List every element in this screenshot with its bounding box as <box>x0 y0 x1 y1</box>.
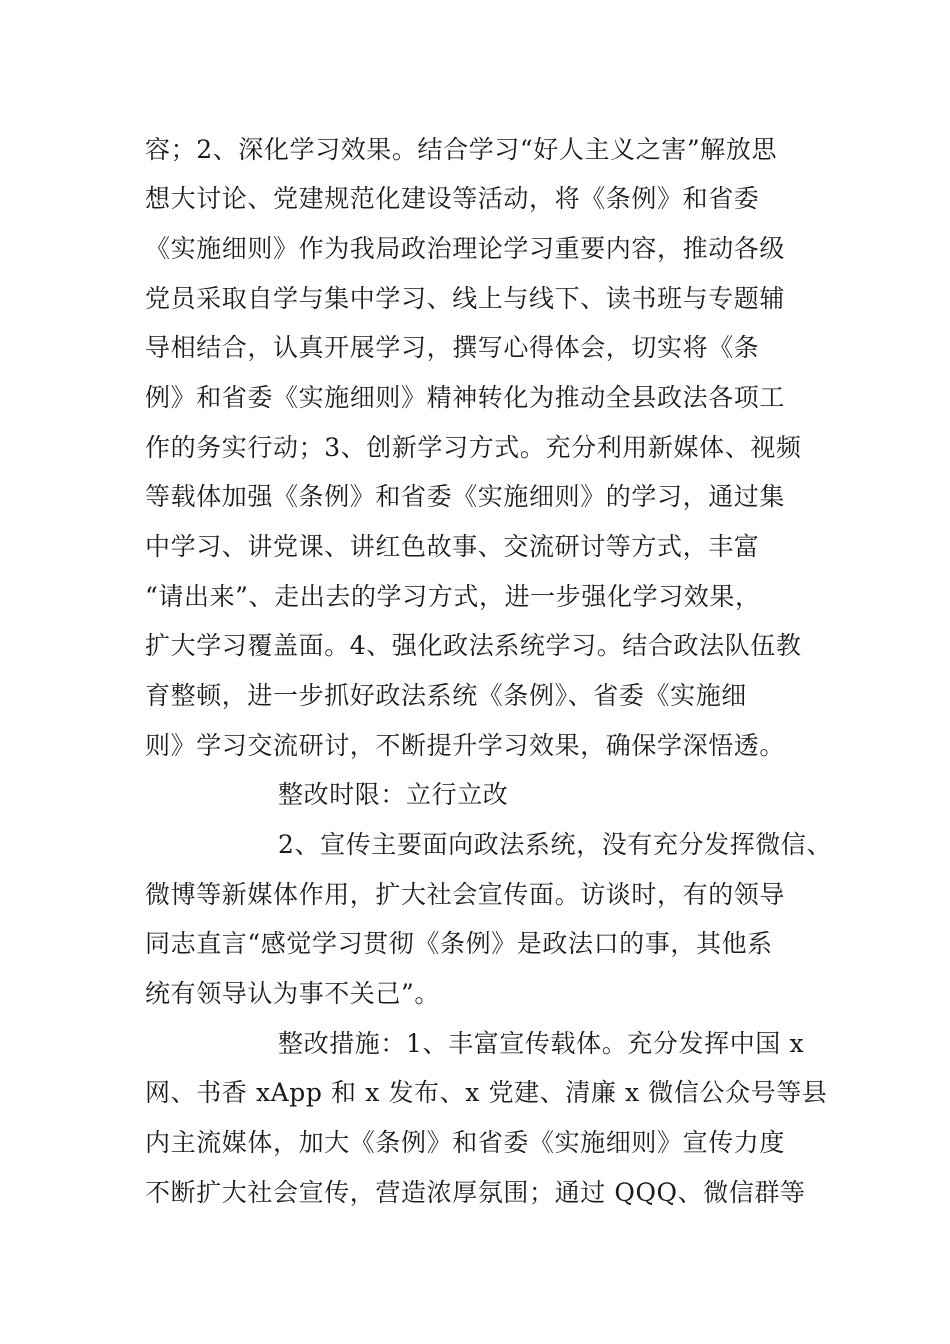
text-line-13: 则》学习交流研讨，不断提升学习效果，确保学深悟透。 <box>145 731 786 760</box>
text-line-5: 导相结合，认真开展学习，撰写心得体会，切实将《条 <box>145 333 760 362</box>
text-line-6: 例》和省委《实施细则》精神转化为推动全县政法各项工 <box>145 383 786 412</box>
text-line-2: 想大讨论、党建规范化建设等活动，将《条例》和省委 <box>145 184 760 213</box>
text-line-9: 中学习、讲党课、讲红色故事、交流研讨等方式，丰富 <box>145 532 760 561</box>
issue-heading-line: 2、宣传主要面向政法系统，没有充分发挥微信、 <box>278 830 833 859</box>
text-line-16: 微博等新媒体作用，扩大社会宣传面。访谈时，有的领导 <box>145 880 786 909</box>
text-line-10: “请出来”、走出去的学习方式，进一步强化学习效果， <box>145 582 761 611</box>
text-line-8: 等载体加强《条例》和省委《实施细则》的学习，通过集 <box>145 482 786 511</box>
measures-heading-line: 整改措施：1、丰富宣传载体。充分发挥中国 x <box>278 1029 805 1058</box>
text-line-17: 同志直言“感觉学习贯彻《条例》是政法口的事，其他系 <box>145 929 773 958</box>
text-line-7: 作的务实行动；3、创新学习方式。充分利用新媒体、视频 <box>145 433 802 462</box>
deadline-line: 整改时限：立行立改 <box>278 780 509 809</box>
text-line-22: 不断扩大社会宣传，营造浓厚氛围；通过 QQQ、微信群等 <box>145 1178 806 1207</box>
text-line-18: 统有领导认为事不关己”。 <box>145 979 440 1008</box>
text-line-21: 内主流媒体，加大《条例》和省委《实施细则》宣传力度 <box>145 1128 786 1157</box>
text-line-12: 育整顿，进一步抓好政法系统《条例》、省委《实施细 <box>145 681 747 710</box>
text-line-11: 扩大学习覆盖面。4、强化政法系统学习。结合政法队伍教 <box>145 631 802 660</box>
text-line-4: 党员采取自学与集中学习、线上与线下、读书班与专题辅 <box>145 284 786 313</box>
text-line-20: 网、书香 xApp 和 x 发布、x 党建、清廉 x 微信公众号等县 <box>145 1078 828 1107</box>
text-line-3: 《实施细则》作为我局政治理论学习重要内容，推动各级 <box>145 234 786 263</box>
text-line-1: 容；2、深化学习效果。结合学习“好人主义之害”解放思 <box>145 135 778 164</box>
